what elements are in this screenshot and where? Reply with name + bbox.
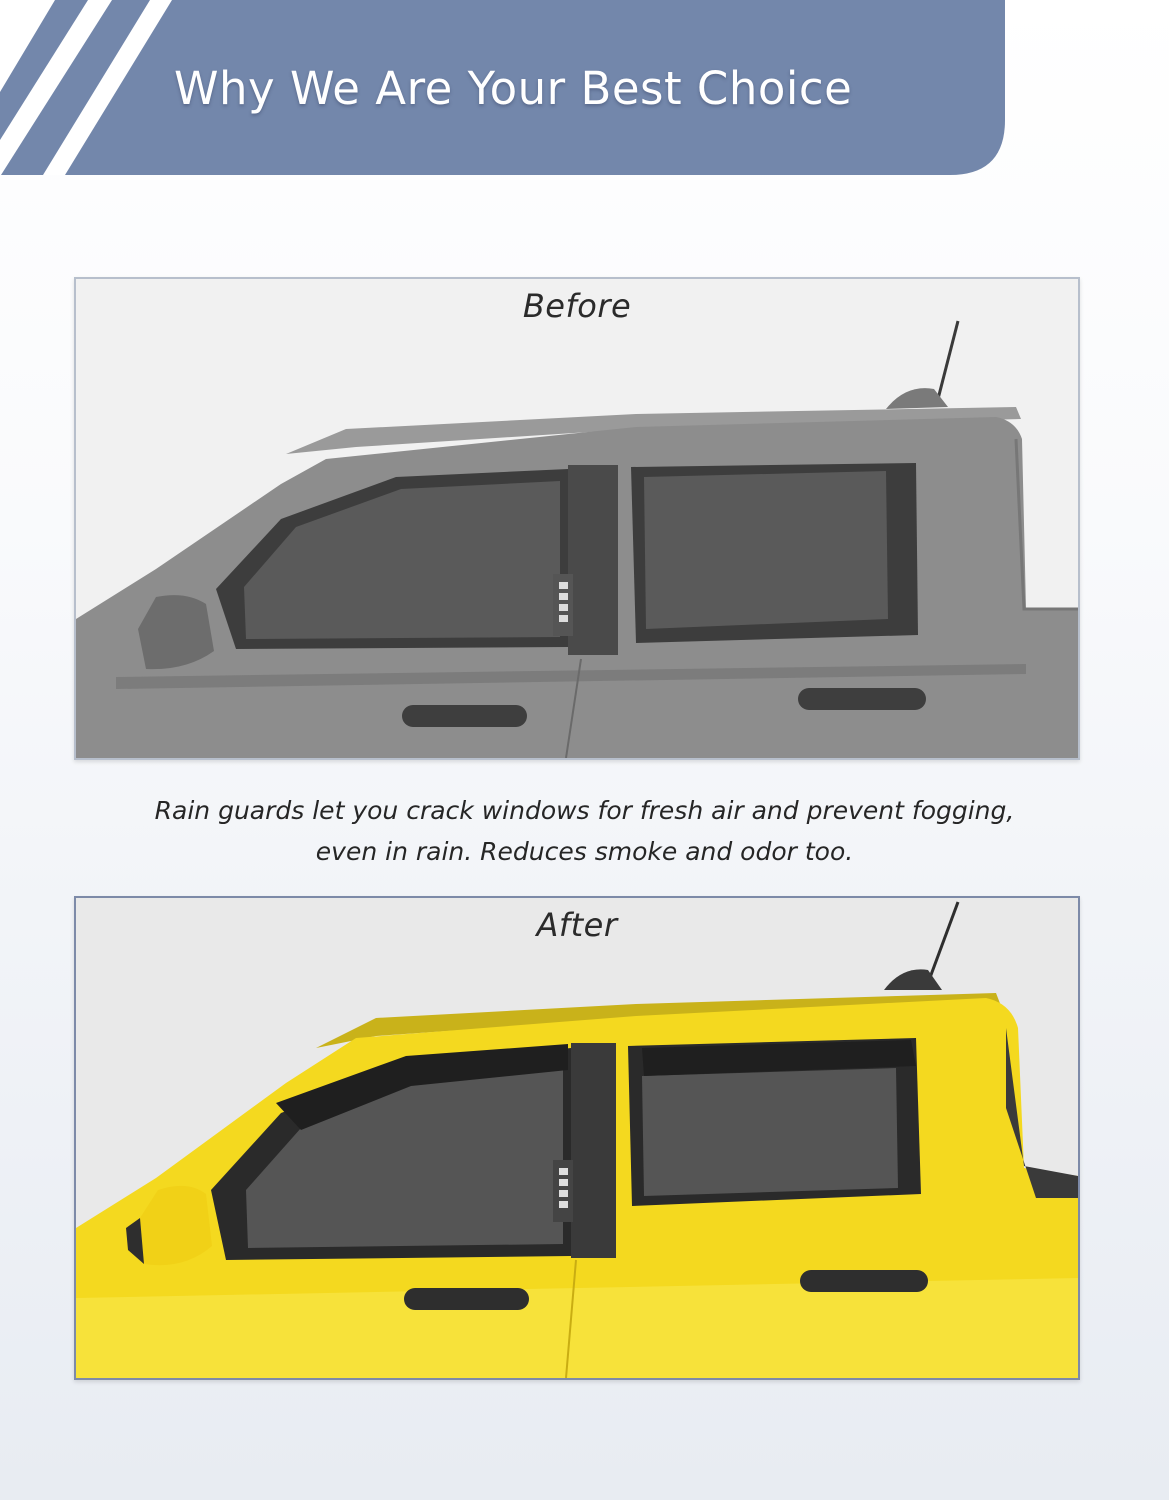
before-label: Before bbox=[522, 287, 632, 325]
after-label: After bbox=[536, 906, 618, 944]
page-title: Why We Are Your Best Choice bbox=[174, 62, 853, 115]
after-panel bbox=[74, 896, 1080, 1380]
caption-line-1: Rain guards let you crack windows for fresh air and prevent fogging, bbox=[154, 796, 1015, 825]
truck-after-image bbox=[76, 898, 1078, 1378]
header-banner bbox=[0, 0, 1169, 180]
before-panel bbox=[74, 277, 1080, 760]
caption-line-2: even in rain. Reduces smoke and odor too. bbox=[315, 837, 854, 866]
caption-text bbox=[60, 790, 1109, 872]
truck-before-image bbox=[76, 279, 1078, 758]
